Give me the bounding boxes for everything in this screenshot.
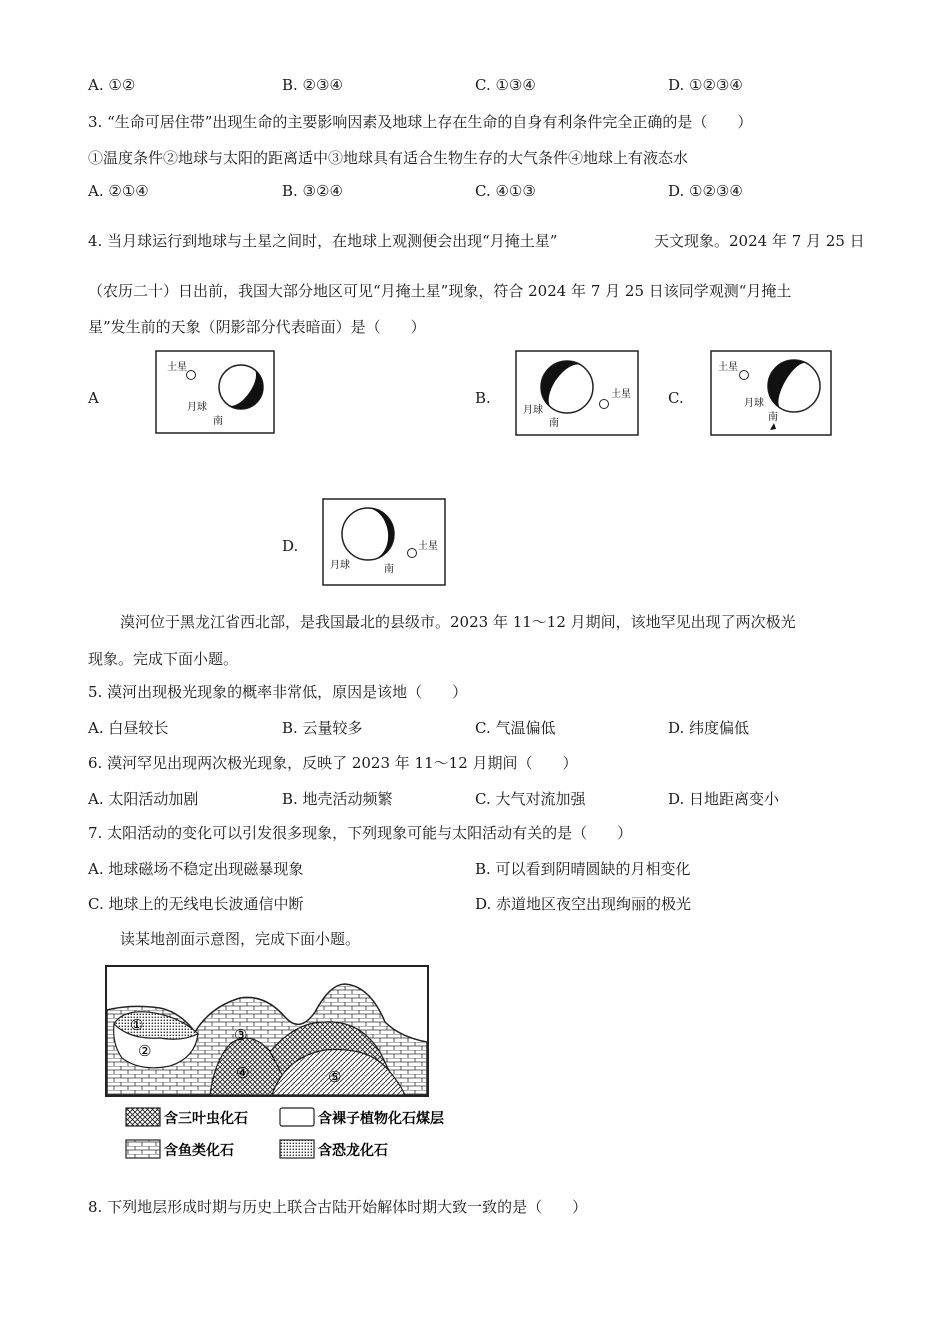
- q5-option-b[interactable]: B. 云量较多: [282, 719, 363, 737]
- saturn-icon: [740, 371, 749, 380]
- q5-stem: 5. 漠河出现极光现象的概率非常低，原因是该地（ ）: [88, 683, 468, 701]
- q5-option-a[interactable]: A. 白昼较长: [88, 719, 169, 737]
- q5-option-c[interactable]: C. 气温偏低: [475, 719, 556, 737]
- q2-option-c[interactable]: C. ①③④: [475, 76, 536, 94]
- marker-1: ①: [130, 1016, 144, 1034]
- moon-label: 月球: [187, 402, 207, 413]
- marker-2: ②: [138, 1042, 152, 1060]
- saturn-label: 土星: [418, 541, 438, 552]
- q4-option-d-label[interactable]: D.: [282, 537, 299, 555]
- legend-dinosaur-swatch: [280, 1140, 314, 1158]
- q3-option-a[interactable]: A. ②①④: [88, 182, 149, 200]
- south-label: 南: [549, 418, 559, 429]
- q6-option-a[interactable]: A. 太阳活动加剧: [88, 790, 199, 808]
- q2-option-b[interactable]: B. ②③④: [282, 76, 343, 94]
- q6-option-b[interactable]: B. 地壳活动频繁: [282, 790, 393, 808]
- legend-coal-swatch: [280, 1108, 314, 1126]
- q4-stem-line1b: 天文现象。2024 年 7 月 25 日: [654, 232, 865, 250]
- q3-option-c[interactable]: C. ④①③: [475, 182, 536, 200]
- q2-option-d[interactable]: D. ①②③④: [668, 76, 743, 94]
- moon-label: 月球: [744, 398, 764, 409]
- q6-stem: 6. 漠河罕见出现两次极光现象，反映了 2023 年 11～12 月期间（ ）: [88, 754, 578, 772]
- saturn-label: 土星: [718, 362, 738, 373]
- saturn-icon: [187, 371, 196, 380]
- marker-5: ⑤: [328, 1068, 342, 1086]
- legend-trilobite-swatch: [126, 1108, 160, 1126]
- q4-figure-d[interactable]: [322, 498, 446, 586]
- q4-figure-c[interactable]: [710, 350, 832, 436]
- q3-items: ①温度条件②地球与太阳的距离适中③地球具有适合生物生存的大气条件④地球上有液态水: [88, 149, 689, 167]
- moon-label: 月球: [330, 560, 350, 571]
- saturn-icon: [600, 400, 609, 409]
- saturn-icon: [408, 549, 417, 558]
- q7-option-c[interactable]: C. 地球上的无线电长波通信中断: [88, 895, 304, 913]
- legend-fish-label: 含鱼类化石: [164, 1143, 234, 1159]
- passage1-line1: 漠河位于黑龙江省西北部，是我国最北的县级市。2023 年 11～12 月期间，该地罕见出现了两次极光: [120, 613, 796, 631]
- saturn-label: 土星: [167, 362, 187, 373]
- q4-stem-line3: 星”发生前的天象（阴影部分代表暗面）是（ ）: [88, 318, 426, 336]
- q7-option-a[interactable]: A. 地球磁场不稳定出现磁暴现象: [88, 860, 304, 878]
- q7-stem: 7. 太阳活动的变化可以引发很多现象，下列现象可能与太阳活动有关的是（ ）: [88, 824, 633, 842]
- marker-3: ③: [234, 1026, 248, 1044]
- q4-stem-line1a: 4. 当月球运行到地球与土星之间时，在地球上观测便会出现“月掩土星”: [88, 232, 558, 250]
- q4-option-b-label[interactable]: B.: [475, 389, 491, 407]
- legend-trilobite-label: 含三叶虫化石: [164, 1111, 248, 1127]
- saturn-label: 土星: [611, 389, 631, 400]
- q3-option-b[interactable]: B. ③②④: [282, 182, 343, 200]
- q5-option-d[interactable]: D. 纬度偏低: [668, 719, 750, 737]
- q4-figure-a[interactable]: [155, 350, 275, 434]
- marker-4: ④: [236, 1064, 250, 1082]
- geologic-profile-figure: [100, 962, 480, 1172]
- south-label: 南: [213, 416, 223, 427]
- q4-figure-b[interactable]: [515, 350, 639, 436]
- passage1-line2: 现象。完成下面小题。: [88, 650, 239, 668]
- q7-option-b[interactable]: B. 可以看到阴晴圆缺的月相变化: [475, 860, 691, 878]
- q3-stem: 3. “生命可居住带”出现生命的主要影响因素及地球上存在生命的自身有利条件完全正确的是（ ）: [88, 113, 753, 131]
- q4-option-c-label[interactable]: C.: [668, 389, 684, 407]
- q4-stem-line2: （农历二十）日出前，我国大部分地区可见“月掩土星”现象，符合 2024 年 7 月 25 日该同学观测“月掩土: [88, 282, 792, 300]
- legend-fish-swatch: [126, 1140, 160, 1158]
- legend-coal-label: 含裸子植物化石煤层: [318, 1111, 444, 1127]
- south-label: 南: [384, 564, 394, 575]
- south-label: 南: [768, 412, 778, 423]
- q7-option-d[interactable]: D. 赤道地区夜空出现绚丽的极光: [475, 895, 692, 913]
- moon-label: 月球: [523, 405, 543, 416]
- q4-option-a-label[interactable]: A: [88, 389, 99, 407]
- q6-option-d[interactable]: D. 日地距离变小: [668, 790, 780, 808]
- q3-option-d[interactable]: D. ①②③④: [668, 182, 743, 200]
- q8-stem: 8. 下列地层形成时期与历史上联合古陆开始解体时期大致一致的是（ ）: [88, 1198, 588, 1216]
- q2-option-a[interactable]: A. ①②: [88, 76, 136, 94]
- legend-dinosaur-label: 含恐龙化石: [318, 1143, 388, 1159]
- q6-option-c[interactable]: C. 大气对流加强: [475, 790, 586, 808]
- passage2: 读某地剖面示意图，完成下面小题。: [120, 930, 361, 948]
